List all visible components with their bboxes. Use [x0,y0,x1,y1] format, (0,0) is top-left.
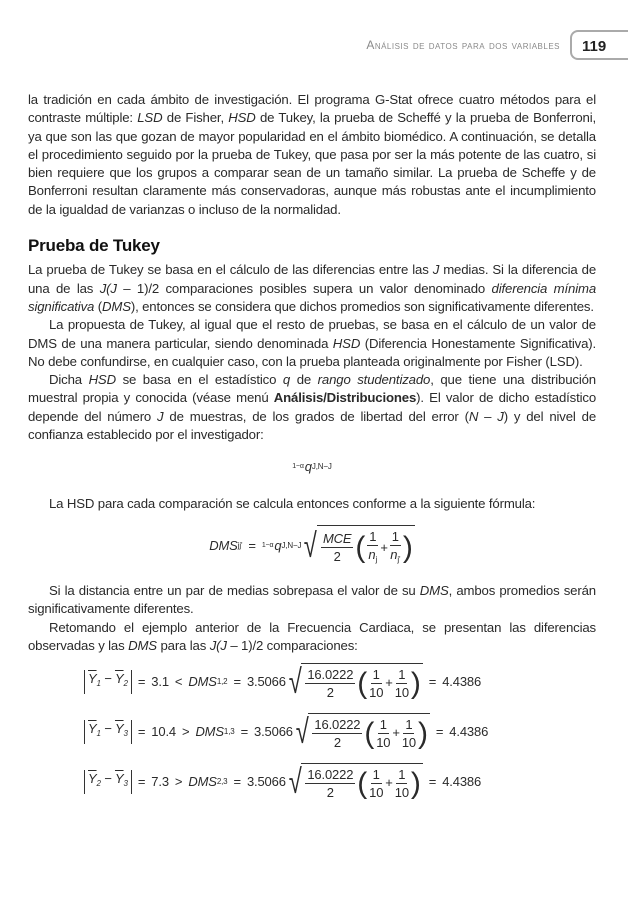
paragraph [28,619,596,656]
text-run: La propuesta de Tukey, al igual que el resto de pruebas, se basa en el cálculo de un valor de DMS de una manera particular, siendo denominada [28,317,596,351]
comparison-equation: $\overline{Y}_1 - \overline{Y}_2$ = 3.1 < DMS 1,2 = 3.5066 √ $\frac{16.0222}{2}$ ( $\frac{1}{10}$ + $\frac{1}{10}$ ) = 4.4386 [28,663,596,701]
paragraph [28,316,596,371]
section-heading: Prueba de Tukey [28,236,160,256]
text-run: J [157,408,164,424]
eq-q-sub: J,N−J [281,541,302,551]
text-run: DMS [419,582,449,598]
diff-value: 3.1 [151,673,169,689]
eq-lhs: DMS [209,538,238,554]
relation: > [181,723,190,739]
paragraph [28,91,596,219]
frac-den: 2 [333,549,341,565]
frac-den: n [390,546,398,562]
text-run: Si la distancia entre un par de medias sobrepasa el valor de su [49,582,420,598]
mce-value: 16.0222 [307,667,354,683]
equation-q [28,458,596,476]
text-run: DMS [128,637,157,653]
comparisons-list [28,663,596,801]
text-run: La prueba de Tukey se basa en el cálculo de las diferencias entre las [28,262,433,278]
text-run: de Fisher, [162,110,229,126]
eq-presub: 1−α [292,463,304,471]
text-run: LSD [137,110,163,126]
text-run: ) y del nivel de confianza establecido por el investigador: [28,408,597,443]
text-run: J(J [209,637,227,653]
text-run: HSD [228,110,256,126]
running-header: Análisis de datos para dos variables [366,38,560,52]
diff-value: 7.3 [151,773,169,789]
text-run: Dicha [49,372,89,388]
paragraph [28,495,596,513]
dms-sub: 1,2 [216,676,228,686]
q-value: 3.5066 [246,773,286,789]
text-run: rango studentizado [317,372,431,388]
equation-dms [28,525,596,568]
text-run: q [282,372,291,388]
text-run: la tradición en cada ámbito de investigación. El programa G-Stat ofrece cuatro métodos para el contraste múltiple: [28,92,596,126]
relation: < [174,673,183,689]
result-value: 4.4386 [442,673,482,689]
text-run: HSD [88,372,116,388]
text-run: ), entonces se considera que dichos promedios son significativamente diferentes. [130,298,594,314]
q-value: 3.5066 [246,673,286,689]
text-run: N – J [468,408,504,424]
text-run: de muestras, de los grados de libertad del error ( [163,408,469,424]
text-run: de Tukey, la prueba de Scheffé y la prueba de Bonferroni, ya que son las que gozan de mayor popularidad en el ámbito biomédico. A continuación, se detalla el procedimiento seguido por la prueba de Tukey, que pasa por ser la más potente de las cuatro, si bien requiere que los grupos a comparar sean de un tamaño similar. La prueba de Scheffe y de Bonferroni resultan claramente más conservadoras, aunque más robustas ante el incumplimiento de la igualdad de varianzas o incluso de la normalidad. [28,110,597,217]
text-run: Retomando el ejemplo anterior de la Frecuencia Cardiaca, se presentan las diferencias observadas y las [28,619,596,653]
result-value: 4.4386 [449,723,489,739]
text-run: – 1)/2 comparaciones posibles supera un valor denominado [116,280,492,296]
eq-presub: 1−α [261,542,274,550]
frac-num: 1 [391,528,399,544]
eq-lhs-sub: jj' [237,541,243,551]
paragraph [28,582,596,619]
page-body [28,91,596,813]
text-run: para las [156,637,210,653]
text-run: J [432,262,440,278]
text-run: – 1)/2 comparaciones: [226,637,358,653]
text-run: , ambos promedios serán significativamente diferentes. [28,582,596,617]
abs-diff: $\overline{Y}_1 - \overline{Y}_3$ [84,720,132,743]
frac-num: 1 [369,528,377,544]
abs-diff: $\overline{Y}_2 - \overline{Y}_3$ [84,770,132,793]
eq-equals: = [248,538,256,554]
dms-sub: 1,3 [223,726,235,736]
frac-num: MCE [322,531,352,547]
comparison-equation: $\overline{Y}_2 - \overline{Y}_3$ = 7.3 > DMS 2,3 = 3.5066 √ $\frac{16.0222}{2}$ ( $\frac{1}{10}$ + $\frac{1}{10}$ ) = 4.4386 [28,763,596,801]
text-run: , que tiene una distribución muestral propia y conocida (véase menú [28,372,596,406]
text-run: HSD [332,335,361,351]
eq-q: q [304,459,312,475]
text-run: (Diferencia Honestamente Significativa). No debe confundirse, en cualquier caso, con la prueba planteada originalmente por Fisher (LSD). [28,335,597,369]
relation: > [174,773,183,789]
text-run: diferencia mínima significativa [28,280,597,314]
frac-den: n [368,546,376,562]
text-run: medias. Si la diferencia de una de las [28,262,596,296]
abs-diff: $\overline{Y}_1 - \overline{Y}_2$ [84,670,132,693]
q-value: 3.5066 [254,723,293,739]
sqrt: √ $\frac{\text{MCE}}{2}$ ( $\frac{1}{n_j}$ + $\frac{1}{n_{j'}}$ ) [301,525,414,568]
diff-value: 10.4 [151,723,176,739]
plus: + [380,539,388,555]
text-run: Análisis/Distribuciones [273,390,417,406]
frac-den-sub: j [375,554,378,564]
paragraph [28,261,596,316]
text-run: de [290,372,318,388]
text-run: La HSD para cada comparación se calcula entonces conforme a la siguiente fórmula: [49,495,536,511]
page-number: 119 [570,30,628,60]
text-run: ). El valor de dicho estadístico depende del número [28,390,597,424]
result-value: 4.4386 [442,773,482,789]
paragraph [28,371,596,444]
frac-den-sub: j' [397,554,401,564]
text-run: se basa en el estadístico [115,372,283,388]
mce-value: 16.0222 [307,767,354,783]
text-run: J(J [99,280,117,296]
comparison-equation: $\overline{Y}_1 - \overline{Y}_3$ = 10.4 > DMS 1,3 = 3.5066 √ $\frac{16.0222}{2}$ ( $\frac{1}{10}$ + $\frac{1}{10}$ ) = 4.4386 [28,713,596,751]
text-run: ( [94,298,102,314]
eq-sub: J,N−J [311,462,332,472]
mce-value: 16.0222 [314,717,361,733]
eq-q: q [274,538,282,554]
text-run: DMS [101,298,131,314]
dms-sub: 2,3 [216,776,228,786]
